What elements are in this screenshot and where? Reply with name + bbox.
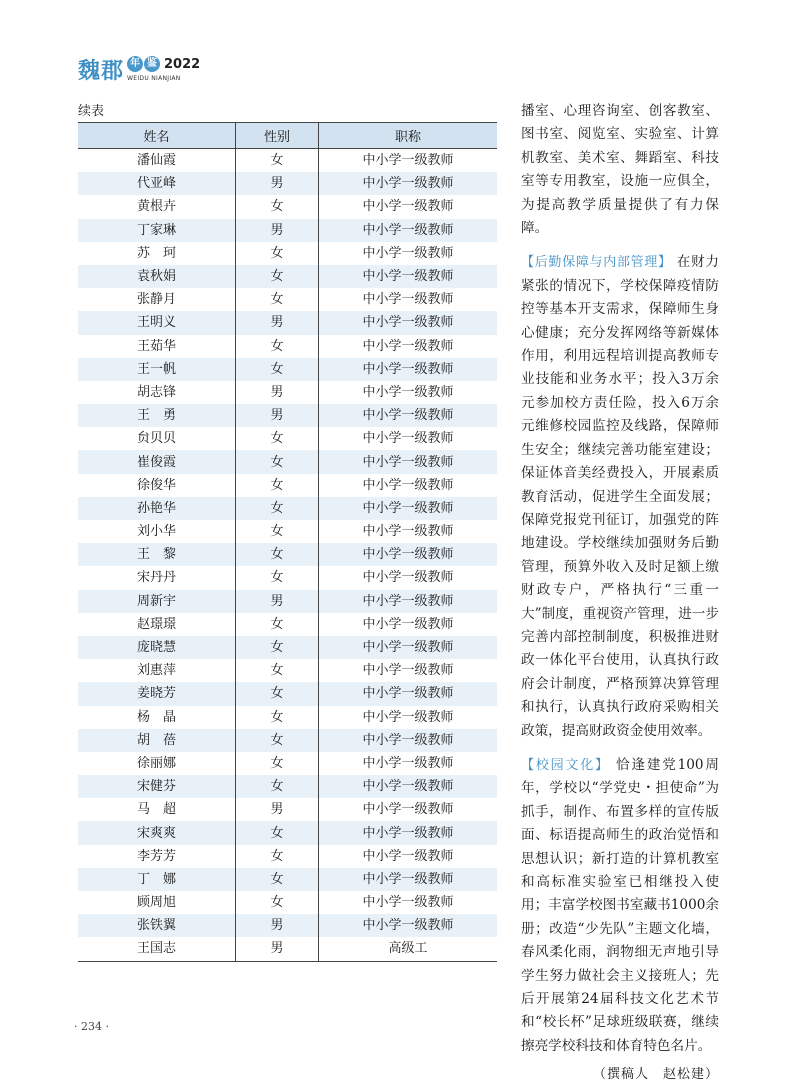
cell-title: 中小学一级教师 — [319, 450, 498, 473]
cell-title: 中小学一级教师 — [362, 477, 454, 493]
cell-gender: 女 — [236, 891, 319, 914]
cell-title: 高级工 — [319, 937, 498, 961]
table-body — [78, 149, 497, 962]
cell-title: 中小学一级教师 — [362, 199, 454, 215]
cell-name: 王 黎 — [78, 543, 236, 566]
cell-name: 顾周旭 — [136, 895, 176, 911]
cell-title: 中小学一级教师 — [319, 636, 498, 659]
cell-gender: 女 — [236, 450, 319, 473]
cell-title: 中小学一级教师 — [362, 616, 454, 632]
cell-name: 崔俊霞 — [78, 450, 236, 473]
cell-title: 中小学一级教师 — [362, 524, 454, 540]
cell-gender: 女 — [236, 729, 319, 752]
section-heading-culture: 【校园文化】 — [521, 757, 610, 773]
table-row — [78, 798, 497, 821]
cell-gender: 女 — [236, 195, 319, 218]
table-row — [78, 636, 497, 659]
table-row — [78, 404, 497, 427]
cell-name: 姜晓芳 — [78, 682, 236, 705]
cell-gender: 男 — [236, 590, 319, 613]
cell-gender: 女 — [236, 659, 319, 682]
cell-name: 王茹华 — [136, 338, 176, 354]
cell-title: 中小学一级教师 — [319, 868, 498, 891]
table-row — [78, 172, 497, 195]
table-row — [78, 914, 497, 937]
cell-gender: 女 — [236, 821, 319, 844]
table-row — [78, 381, 497, 404]
cell-gender: 男 — [236, 219, 319, 242]
table-row — [78, 868, 497, 891]
logo-year: 2022 — [164, 57, 201, 72]
table-row — [78, 335, 497, 358]
table-row — [78, 891, 497, 914]
cell-title: 中小学一级教师 — [362, 338, 454, 354]
cell-gender: 女 — [236, 636, 319, 659]
intro-text: 播室、心理咨询室、创客教室、图书室、阅览室、实验室、计算机教室、美术室、舞蹈室、科技室等专用教室，设施一应俱全，为提高教学质量提供了有力保障。 — [521, 103, 719, 237]
page-number: · 234 · — [74, 1020, 109, 1033]
cell-name: 徐丽娜 — [136, 755, 176, 771]
table-row — [78, 311, 497, 334]
cell-title: 中小学一级教师 — [319, 682, 498, 705]
section-heading-logistics: 【后勤保障与内部管理】 — [521, 255, 672, 271]
cell-title: 中小学一级教师 — [362, 755, 454, 771]
cell-gender: 女 — [236, 845, 319, 868]
table-row — [78, 520, 497, 543]
table-row — [78, 613, 497, 636]
column-header-title: 职称 — [319, 123, 498, 149]
table-row — [78, 497, 497, 520]
right-column-text — [521, 100, 719, 1087]
cell-name: 刘惠萍 — [136, 663, 176, 679]
table-row — [78, 242, 497, 265]
cell-gender: 女 — [236, 682, 319, 705]
author-signature: （撰稿人 赵松建） — [592, 1067, 719, 1083]
column-header-name: 姓名 — [78, 123, 236, 149]
cell-gender: 男 — [236, 172, 319, 195]
culture-paragraph — [521, 754, 719, 1058]
cell-gender: 男 — [236, 914, 319, 937]
cell-title: 中小学一级教师 — [362, 570, 454, 586]
logo-badge — [127, 56, 160, 72]
table-row — [78, 474, 497, 497]
table-row — [78, 682, 497, 705]
cell-title: 中小学一级教师 — [319, 358, 498, 381]
cell-name: 胡 蓓 — [78, 729, 236, 752]
cell-name: 宋健芬 — [78, 775, 236, 798]
cell-name: 王国志 — [78, 937, 236, 961]
cell-gender: 女 — [236, 775, 319, 798]
cell-name: 宋丹丹 — [136, 570, 176, 586]
cell-name: 刘小华 — [136, 524, 176, 540]
cell-name: 徐俊华 — [136, 477, 176, 493]
table-row — [78, 427, 497, 450]
logo-subtitle: WEIDU NIANJIAN — [127, 75, 181, 82]
cell-title: 中小学一级教师 — [319, 590, 498, 613]
cell-gender: 女 — [236, 706, 319, 729]
cell-title: 中小学一级教师 — [319, 219, 498, 242]
table-row — [78, 195, 497, 218]
table-row — [78, 845, 497, 868]
cell-name: 胡志锋 — [136, 384, 176, 400]
table-row — [78, 821, 497, 844]
cell-gender: 女 — [236, 335, 319, 358]
table-row — [78, 706, 497, 729]
cell-name: 宋爽爽 — [78, 821, 236, 844]
cell-name: 张静月 — [136, 292, 176, 308]
table-row — [78, 288, 497, 311]
table-row — [78, 265, 497, 288]
cell-title: 中小学一级教师 — [362, 292, 454, 308]
cell-name: 李芳芳 — [136, 848, 176, 864]
cell-gender: 女 — [236, 358, 319, 381]
cell-name: 丁 娜 — [78, 868, 236, 891]
cell-name: 孙艳华 — [78, 497, 236, 520]
cell-title: 中小学一级教师 — [319, 729, 498, 752]
cell-name: 王一帆 — [78, 358, 236, 381]
cell-name: 黄根卉 — [136, 199, 176, 215]
table-header-row — [78, 123, 497, 149]
cell-gender: 男 — [236, 404, 319, 427]
cell-name: 袁秋娟 — [78, 265, 236, 288]
cell-title: 中小学一级教师 — [319, 404, 498, 427]
table-row — [78, 450, 497, 473]
table-row — [78, 729, 497, 752]
cell-title: 中小学一级教师 — [362, 709, 454, 725]
cell-title: 中小学一级教师 — [319, 914, 498, 937]
intro-paragraph — [521, 100, 719, 240]
yearbook-header — [78, 52, 278, 92]
cell-title: 中小学一级教师 — [319, 497, 498, 520]
cell-gender: 女 — [236, 566, 319, 589]
table-row — [78, 149, 497, 173]
table-row — [78, 543, 497, 566]
cell-gender: 男 — [236, 798, 319, 821]
cell-name: 周新宇 — [78, 590, 236, 613]
table-row — [78, 937, 497, 961]
logo-badge-char: 年 — [127, 56, 143, 72]
cell-gender: 女 — [236, 520, 319, 543]
cell-title: 中小学一级教师 — [362, 431, 454, 447]
cell-gender: 女 — [236, 868, 319, 891]
table-row — [78, 358, 497, 381]
table-row — [78, 590, 497, 613]
cell-title: 中小学一级教师 — [362, 153, 454, 169]
cell-gender: 女 — [236, 149, 319, 173]
cell-gender: 女 — [236, 474, 319, 497]
cell-name: 杨 晶 — [136, 709, 176, 725]
cell-gender: 女 — [236, 613, 319, 636]
cell-gender: 女 — [236, 427, 319, 450]
logistics-text: 在财力紧张的情况下，学校保障疫情防控等基本开支需求，保障师生身心健康；充分发挥网络等新媒体作用，利用远程培训提高教师专业技能和业务水平；投入3万余元参加校方责任险，投入6万余元维修校园监控及线路，保障师生安全；继续完善功能室建设；保证体音美经费投入，开展素质教育活动，促进学生全面发展；保障党报党刊征订，加强党的阵地建设。学校继续加强财务后勤管理，预算外收入及时足额上缴财政专户，严格执行“三重一大”制度，重视资产管理，进一步完善内部控制制度，积极推进财政一体化平台使用，认真执行政府会计制度，严格预算决算管理和执行，认真执行政府采购相关政策，提高财政资金使用效率。 — [521, 254, 719, 739]
cell-name: 王明义 — [78, 311, 236, 334]
cell-name: 丁家琳 — [78, 219, 236, 242]
culture-text: 恰逢建党100周年，学校以“学党史・担使命”为抓手，制作、布置多样的宣传版面、标语提高师生的政治觉悟和思想认识；新打造的计算机教室和高标准实验室已相继投入使用；丰富学校图书室藏书1000余册；改造“少先队”主题文化墙，春风柔化雨，润物细无声地引导学生努力做社会主义接班人；先后开展第24届科技文化艺术节和“校长杯”足球班级联赛，继续擦亮学校科技和体育特色名片。 — [521, 756, 719, 1054]
cell-title: 中小学一级教师 — [319, 775, 498, 798]
cell-title: 中小学一级教师 — [362, 802, 454, 818]
logistics-paragraph — [521, 251, 719, 743]
table-row — [78, 775, 497, 798]
cell-name: 苏 珂 — [136, 245, 176, 261]
cell-gender: 男 — [236, 311, 319, 334]
cell-gender: 男 — [236, 381, 319, 404]
cell-title: 中小学一级教师 — [319, 265, 498, 288]
cell-gender: 男 — [236, 937, 319, 961]
continued-label: 续表 — [78, 104, 105, 119]
cell-gender: 女 — [236, 242, 319, 265]
cell-gender: 女 — [236, 497, 319, 520]
cell-gender: 女 — [236, 265, 319, 288]
table-row — [78, 752, 497, 775]
cell-title: 中小学一级教师 — [319, 311, 498, 334]
cell-title: 中小学一级教师 — [319, 543, 498, 566]
table-row — [78, 659, 497, 682]
cell-title: 中小学一级教师 — [362, 384, 454, 400]
cell-name: 贠贝贝 — [136, 431, 176, 447]
cell-name: 王 勇 — [78, 404, 236, 427]
logo-badge-char: 鉴 — [144, 56, 160, 72]
cell-gender: 女 — [236, 752, 319, 775]
cell-title: 中小学一级教师 — [319, 821, 498, 844]
cell-name: 马 超 — [136, 802, 176, 818]
cell-title: 中小学一级教师 — [362, 895, 454, 911]
table-row — [78, 219, 497, 242]
cell-title: 中小学一级教师 — [362, 245, 454, 261]
cell-title: 中小学一级教师 — [319, 172, 498, 195]
cell-gender: 女 — [236, 288, 319, 311]
staff-table — [78, 122, 497, 962]
cell-name: 庞晓慧 — [78, 636, 236, 659]
cell-name: 赵璟璟 — [136, 616, 176, 632]
cell-name: 潘仙霞 — [136, 153, 176, 169]
cell-name: 张铁翼 — [78, 914, 236, 937]
cell-title: 中小学一级教师 — [362, 848, 454, 864]
logo-title: 魏郡 — [78, 59, 125, 84]
cell-gender: 女 — [236, 543, 319, 566]
table-row — [78, 566, 497, 589]
cell-title: 中小学一级教师 — [362, 663, 454, 679]
cell-name: 代亚峰 — [78, 172, 236, 195]
column-header-gender: 性别 — [236, 123, 319, 149]
